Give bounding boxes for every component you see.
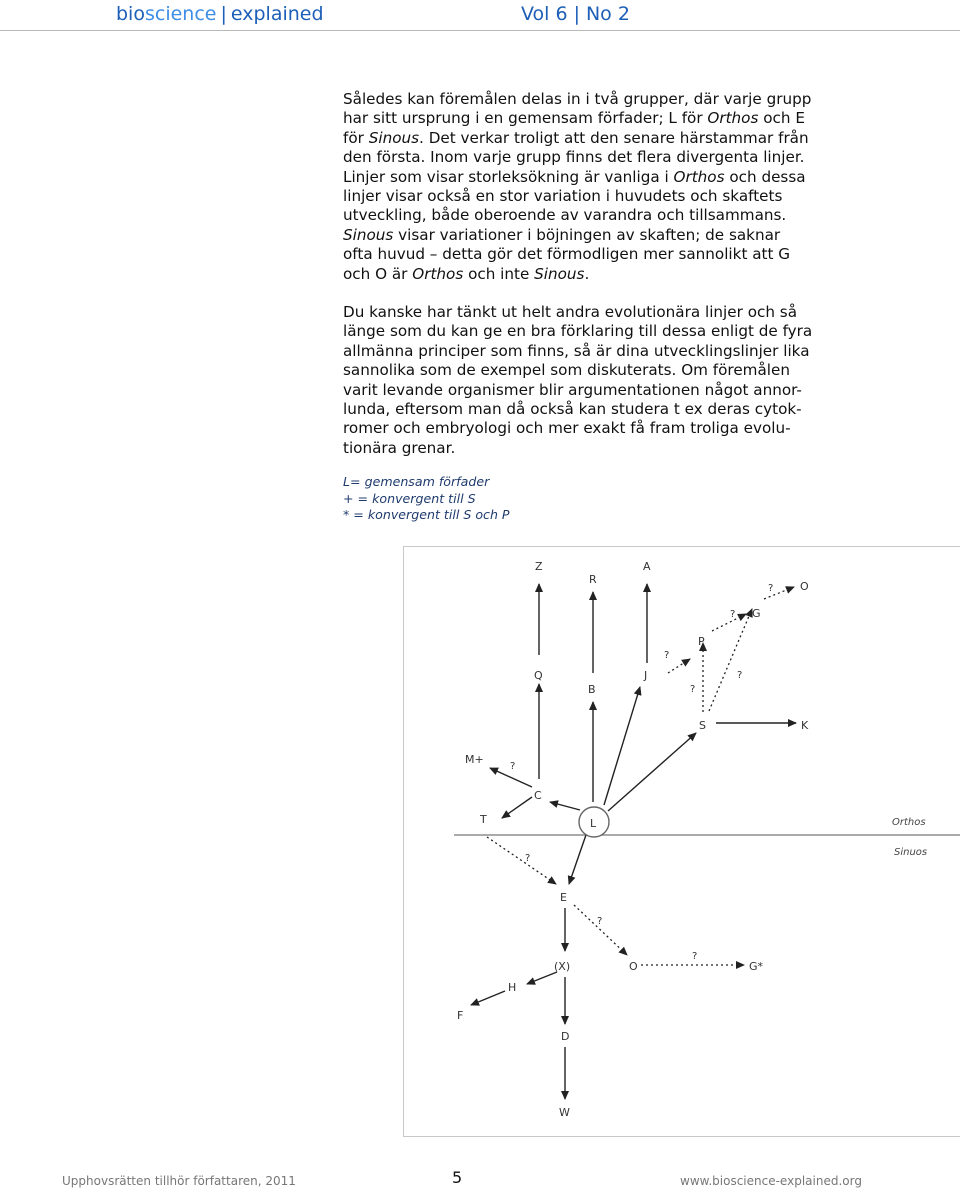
- node-label-h: H: [508, 981, 517, 994]
- text-line: romer och embryologi och mer exakt få fram troliga evolu-: [343, 419, 791, 438]
- brand-explained: explained: [230, 3, 324, 25]
- unknown-mark: ?: [597, 916, 603, 927]
- issue-number: No 2: [585, 3, 630, 25]
- text-line: utveckling, både oberoende av varandra och tillsammans.: [343, 206, 787, 225]
- dotted-e-to-o: [574, 905, 627, 955]
- text-line: och inte: [463, 264, 535, 283]
- unknown-mark: ?: [525, 853, 531, 864]
- branch-l-to-s: [608, 733, 696, 811]
- unknown-mark: ?: [730, 609, 736, 620]
- node-label-q: Q: [534, 669, 543, 682]
- orthos-branches: [490, 584, 796, 818]
- node-label-l: L: [590, 817, 597, 830]
- text-line: Du kanske har tänkt ut helt andra evolutionära linjer och så: [343, 303, 798, 321]
- branch-h-to-f: [471, 991, 505, 1005]
- paragraph-1: [343, 90, 863, 284]
- footer-website-url: www.bioscience-explained.org: [680, 1174, 862, 1188]
- journal-brand: [116, 3, 324, 25]
- node-label-m: M+: [465, 753, 484, 766]
- node-label-w: W: [559, 1106, 570, 1119]
- text-line: för: [343, 128, 369, 147]
- node-label-b: B: [588, 683, 596, 696]
- term-orthos: Orthos: [707, 109, 759, 128]
- branch-x-to-h: [527, 972, 557, 984]
- unknown-mark: ?: [692, 951, 698, 962]
- node-label-j: J: [644, 669, 648, 682]
- node-label-e: E: [560, 891, 567, 904]
- node-label-o-top: O: [800, 580, 809, 593]
- text-line: ofta huvud – detta gör det förmodligen mer sannolikt att G: [343, 245, 791, 264]
- legend-convergent-s: + = konvergent till S: [343, 490, 476, 506]
- text-line: .: [584, 264, 590, 283]
- issue-separator: |: [573, 3, 580, 25]
- node-label-k: K: [801, 719, 809, 732]
- branch-c-to-t: [502, 797, 532, 818]
- term-orthos: Orthos: [673, 167, 725, 186]
- node-label-t: T: [480, 813, 487, 826]
- text-line: . Det verkar troligt att den senare härstammar från: [419, 128, 809, 147]
- text-line: och O är: [343, 264, 413, 283]
- uncertain-branches-top: [668, 587, 794, 712]
- text-line: och E: [758, 109, 805, 128]
- branch-l-to-e: [569, 832, 587, 884]
- text-line: den första. Inom varje grupp finns det flera divergenta linjer.: [343, 148, 805, 167]
- node-label-z: Z: [535, 560, 543, 573]
- evolution-tree-diagram: [404, 547, 960, 1138]
- node-label-o-bottom: O: [629, 960, 638, 973]
- node-label-s: S: [699, 719, 706, 732]
- text-line: Således kan föremålen delas in i två grupper, där varje grupp: [343, 90, 812, 108]
- node-label-p: P: [698, 635, 705, 648]
- text-line: linjer visar också en stor variation i huvudets och skaftets: [343, 187, 783, 206]
- text-line: och dessa: [724, 167, 806, 186]
- node-label-d: D: [561, 1030, 570, 1043]
- brand-bio: bio: [116, 3, 145, 25]
- node-label-r: R: [589, 573, 597, 586]
- unknown-mark: ?: [737, 670, 743, 681]
- text-line: visar variationer i böjningen av skaften; de saknar: [393, 225, 781, 244]
- term-sinous: Sinous: [534, 264, 585, 283]
- node-label-g-bottom: G*: [749, 960, 764, 973]
- text-line: länge som du kan ge en bra förklaring till dessa enligt de fyra: [343, 322, 813, 341]
- text-line: Linjer som visar storleksökning är vanliga i: [343, 167, 674, 186]
- brand-science: science: [144, 3, 217, 25]
- term-sinous: Sinous: [343, 225, 394, 244]
- unknown-mark: ?: [510, 761, 516, 772]
- node-label-a: A: [643, 560, 651, 573]
- branch-l-to-c: [550, 802, 580, 810]
- unknown-mark: ?: [768, 583, 774, 594]
- text-line: lunda, eftersom man då också kan studera t ex deras cytok-: [343, 400, 802, 419]
- term-orthos: Orthos: [412, 264, 464, 283]
- region-label-sinuos: Sinuos: [894, 847, 928, 858]
- node-label-g-top: G: [752, 607, 761, 620]
- paragraph-2: [343, 303, 863, 458]
- text-line: har sitt ursprung i en gemensam förfader; L för: [343, 109, 708, 128]
- evolution-tree-figure: [403, 546, 960, 1137]
- text-line: varit levande organismer blir argumentationen något annor-: [343, 380, 802, 399]
- dotted-s-to-g: [709, 609, 752, 711]
- dotted-j-to-p: [668, 659, 690, 673]
- figure-legend: [343, 474, 510, 524]
- node-label-c: C: [534, 789, 542, 802]
- issue-info: [521, 3, 630, 25]
- volume-number: Vol 6: [521, 3, 568, 25]
- page-number: 5: [452, 1168, 463, 1187]
- node-label-x: (X): [554, 960, 571, 973]
- unknown-mark: ?: [690, 684, 696, 695]
- text-line: sannolika som de exempel som diskuterats. Om föremålen: [343, 361, 790, 380]
- text-line: tionära grenar.: [343, 438, 456, 457]
- legend-convergent-s-p: * = konvergent till S och P: [343, 507, 510, 522]
- page-header: [0, 0, 960, 31]
- brand-separator: |: [220, 3, 227, 25]
- dotted-p-to-g: [712, 614, 746, 631]
- unknown-mark: ?: [664, 650, 670, 661]
- term-sinous: Sinous: [368, 128, 420, 147]
- node-label-f: F: [457, 1009, 464, 1022]
- region-label-orthos: Orthos: [892, 817, 926, 828]
- legend-common-ancestor: L= gemensam förfader: [343, 474, 490, 489]
- dotted-t-to-e: [487, 837, 556, 884]
- footer-copyright: Upphovsrätten tillhör författaren, 2011: [62, 1174, 296, 1188]
- text-line: allmänna principer som finns, så är dina utvecklingslinjer lika: [343, 341, 810, 360]
